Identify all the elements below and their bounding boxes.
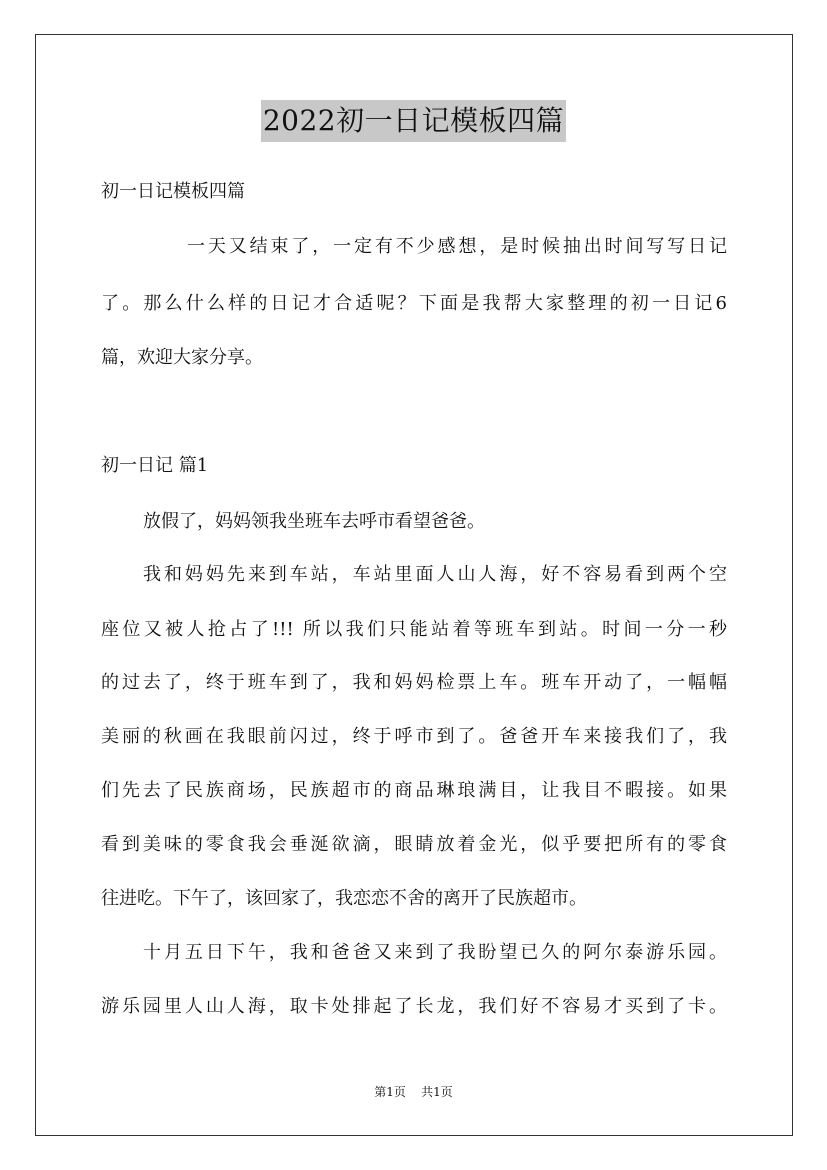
page-footer bbox=[0, 1084, 827, 1100]
intro-line-2: 了。那么什么样的日记才合适呢？下面是我帮大家整理的初一日记6 bbox=[101, 293, 727, 314]
paragraph-2-line-1: 我和妈妈先来到车站，车站里面人山人海，好不容易看到两个空 bbox=[143, 564, 727, 585]
section-heading: 初一日记 篇1 bbox=[101, 455, 209, 476]
intro-line-1: 一天又结束了，一定有不少感想，是时候抽出时间写写日记 bbox=[187, 236, 727, 257]
paragraph-3-line-1: 十月五日下午，我和爸爸又来到了我盼望已久的阿尔泰游乐园。 bbox=[143, 942, 727, 963]
paragraph-2-line-7: 往进吃。下午了，该回家了，我恋恋不舍的离开了民族超市。 bbox=[101, 888, 587, 909]
paragraph-2-line-3: 的过去了，终于班车到了，我和妈妈检票上车。班车开动了，一幅幅 bbox=[101, 672, 727, 693]
page-number: 第1页 bbox=[374, 1085, 406, 1099]
paragraph-2-line-5: 们先去了民族商场，民族超市的商品琳琅满目，让我目不暇接。如果 bbox=[101, 780, 727, 801]
paragraph-3-line-2: 游乐园里人山人海，取卡处排起了长龙，我们好不容易才买到了卡。 bbox=[101, 996, 727, 1017]
document-subtitle: 初一日记模板四篇 bbox=[101, 181, 245, 202]
paragraph-2-line-4: 美丽的秋画在我眼前闪过，终于呼市到了。爸爸开车来接我们了，我 bbox=[101, 726, 727, 747]
title-wrap bbox=[0, 100, 827, 142]
paragraph-2-line-2: 座位又被人抢占了!!! 所以我们只能站着等班车到站。时间一分一秒 bbox=[101, 619, 727, 640]
paragraph-1: 放假了，妈妈领我坐班车去呼市看望爸爸。 bbox=[143, 511, 485, 532]
intro-line-3: 篇，欢迎大家分享。 bbox=[101, 347, 263, 368]
paragraph-2-line-6: 看到美味的零食我会垂涎欲滴，眼睛放着金光，似乎要把所有的零食 bbox=[101, 834, 727, 855]
page-total: 共1页 bbox=[421, 1085, 453, 1099]
document-title: 2022初一日记模板四篇 bbox=[261, 100, 566, 142]
